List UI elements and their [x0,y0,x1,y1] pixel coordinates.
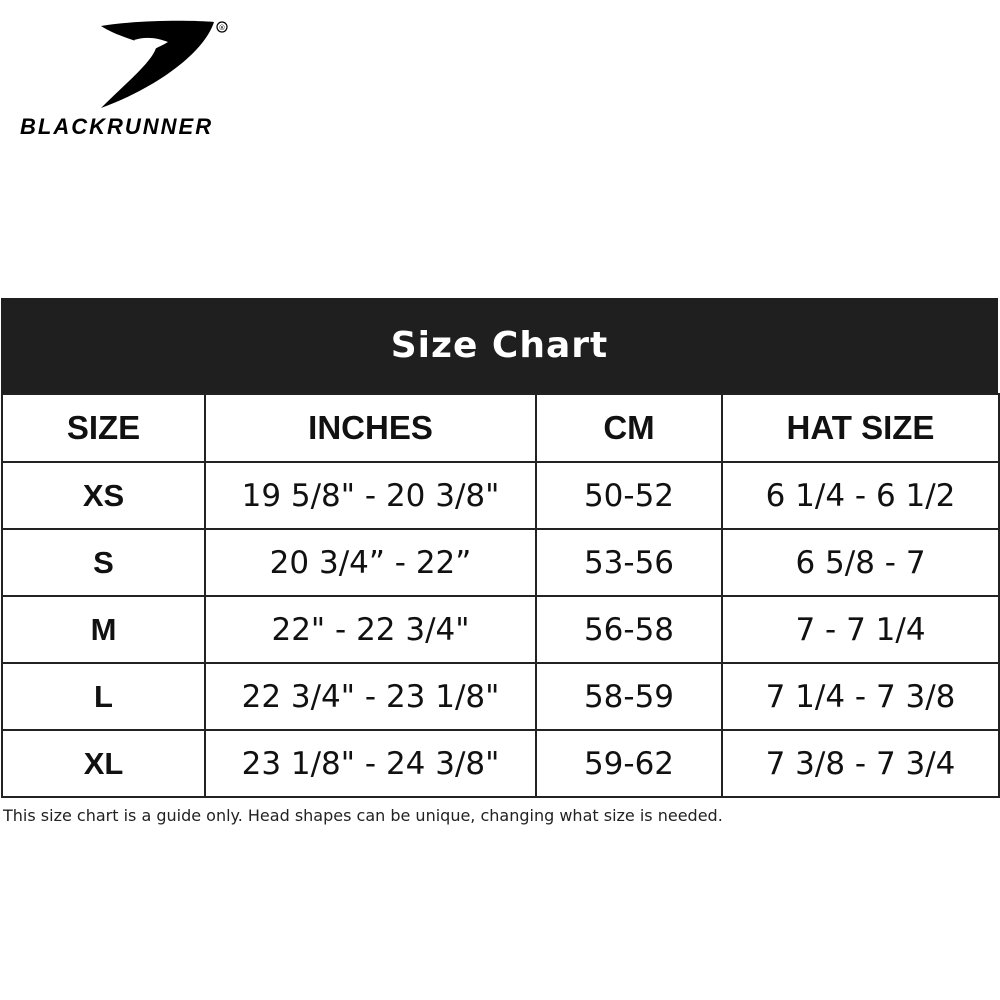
hat-size-cell: 6 5/8 - 7 [722,529,999,596]
disclaimer-note: This size chart is a guide only. Head shapes can be unique, changing what size is needed. [3,806,723,825]
size-cell: XS [2,462,205,529]
inches-cell: 20 3/4” - 22” [205,529,536,596]
table-row [2,529,999,596]
table-row [2,663,999,730]
hat-size-cell: 7 3/8 - 7 3/4 [722,730,999,797]
size-cell: L [2,663,205,730]
size-table [1,393,1000,798]
registered-mark: ® [218,24,226,32]
cm-cell: 59-62 [536,730,722,797]
inches-cell: 22 3/4" - 23 1/8" [205,663,536,730]
table-row [2,730,999,797]
size-chart [1,298,998,798]
cm-cell: 50-52 [536,462,722,529]
inches-cell: 19 5/8" - 20 3/8" [205,462,536,529]
hat-size-cell: 7 1/4 - 7 3/8 [722,663,999,730]
header-row [2,394,999,462]
inches-cell: 23 1/8" - 24 3/8" [205,730,536,797]
hat-size-cell: 7 - 7 1/4 [722,596,999,663]
table-row [2,462,999,529]
size-cell: S [2,529,205,596]
header-cm: CM [536,394,722,462]
cm-cell: 56-58 [536,596,722,663]
size-cell: M [2,596,205,663]
chart-title: Size Chart [1,298,998,393]
brand-name: BLACKRUNNER [20,114,214,139]
runner-swoosh-icon [96,18,246,113]
inches-cell: 22" - 22 3/4" [205,596,536,663]
hat-size-cell: 6 1/4 - 6 1/2 [722,462,999,529]
header-inches: INCHES [205,394,536,462]
table-row [2,596,999,663]
size-cell: XL [2,730,205,797]
brand-logo [20,18,300,138]
cm-cell: 53-56 [536,529,722,596]
cm-cell: 58-59 [536,663,722,730]
header-size: SIZE [2,394,205,462]
header-hat-size: HAT SIZE [722,394,999,462]
